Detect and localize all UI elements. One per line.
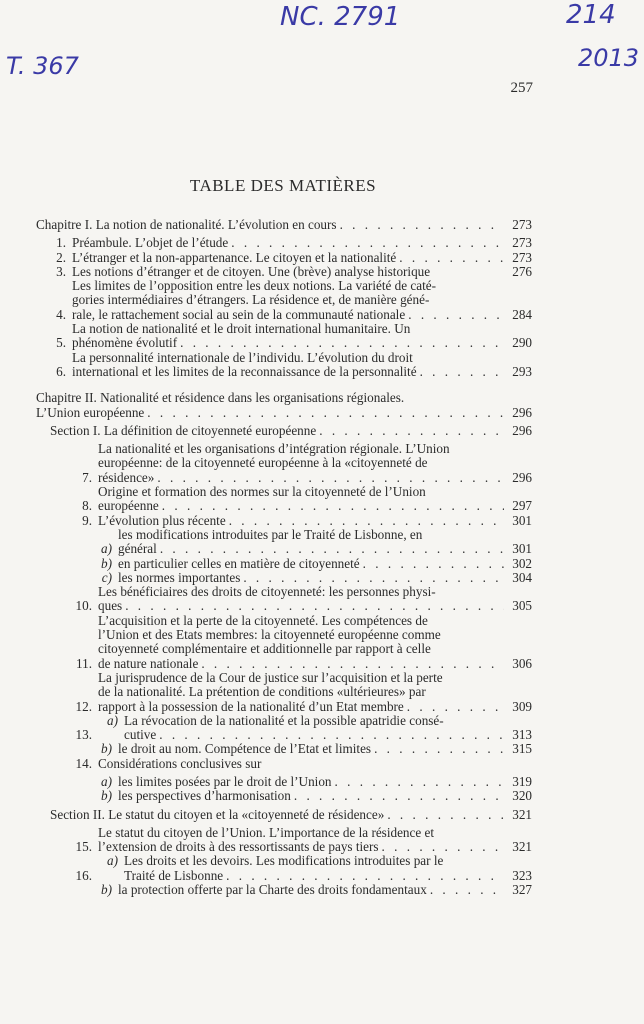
entry-number: 11.: [76, 655, 92, 671]
handwritten-shelf-mark: T. 367: [6, 52, 79, 80]
entry-number: 13.: [75, 727, 92, 743]
chapter-title: Chapitre I. La notion de nationalité. L’évolution en cours: [36, 217, 337, 232]
subentry-letter: b): [101, 788, 112, 804]
dot-leader: [147, 406, 504, 420]
subentry-text-line: cutive: [124, 727, 157, 743]
dot-leader: [294, 789, 504, 803]
toc-subentry-9b[interactable]: [36, 557, 532, 571]
table-of-contents: [36, 218, 532, 897]
toc-entry-3[interactable]: [36, 265, 532, 279]
toc-entry-8[interactable]: [36, 485, 532, 514]
entry-text: L’évolution plus récente: [98, 512, 226, 528]
toc-entry-7[interactable]: [36, 442, 532, 485]
entry-text-line: l’extension de droits à des ressortissants de pays tiers: [98, 839, 379, 855]
toc-page: 305: [512, 598, 532, 614]
subentry-text: en particulier celles en matière de citoyenneté: [118, 555, 360, 571]
dot-leader: [374, 742, 504, 756]
entry-text-line: gories intermédiaires d’étrangers. La résidence et, de manière géné-: [72, 292, 430, 308]
toc-page: 273: [512, 249, 532, 265]
toc-entry-1[interactable]: [36, 236, 532, 250]
toc-entry-12[interactable]: [36, 671, 532, 714]
toc-entry-14[interactable]: [36, 757, 532, 771]
dot-leader: [399, 251, 504, 265]
toc-entry-9[interactable]: [36, 514, 532, 528]
entry-text-line: La notion de nationalité et le droit international humanitaire. Un: [72, 321, 411, 337]
dot-leader: [231, 236, 504, 250]
toc-page: 273: [512, 217, 532, 232]
section-title: Section I. La définition de citoyenneté européenne: [50, 422, 317, 438]
subentry-text: les normes importantes: [118, 569, 241, 585]
subentry-text: les limites posées par le droit de l’Union: [118, 773, 332, 789]
toc-page: 321: [512, 806, 532, 822]
entry-text-line: Le statut du citoyen de l’Union. L’importance de la résidence et: [98, 824, 435, 840]
entry-text-line: ques: [98, 598, 123, 614]
entry-text-line: européenne: de la citoyenneté européenne à la «citoyenneté de: [98, 455, 428, 471]
entry-number: 1.: [56, 235, 66, 251]
dot-leader: [162, 499, 504, 513]
subentry-letter: b): [101, 882, 112, 898]
handwritten-year: 2013: [578, 44, 640, 72]
dot-leader: [159, 728, 504, 742]
entry-text-line: de nature nationale: [98, 655, 199, 671]
toc-page: 296: [512, 469, 532, 485]
entry-number: 4.: [56, 306, 66, 322]
toc-page: 293: [512, 363, 532, 379]
entry-text: Les notions d’étranger et de citoyen. Une (brève) analyse historique: [72, 263, 431, 279]
toc-page: 309: [512, 698, 532, 714]
dot-leader: [226, 869, 504, 883]
toc-page: 320: [512, 788, 532, 804]
subentry-text: le droit au nom. Compétence de l’Etat et limites: [118, 741, 372, 757]
subentry-text-line: Traité de Lisbonne: [124, 867, 224, 883]
toc-chapter-2[interactable]: [36, 391, 532, 420]
entry-number: 16.: [75, 867, 92, 883]
toc-entry-13a[interactable]: [36, 714, 532, 743]
subentry-letter: b): [101, 555, 112, 571]
toc-entry-11[interactable]: [36, 614, 532, 671]
dot-leader: [125, 599, 504, 613]
subentry-letter: c): [101, 569, 112, 585]
handwritten-ref: 214: [566, 0, 616, 30]
entry-text-line: La jurisprudence de la Cour de justice sur l’acquisition et la perte: [98, 669, 443, 685]
toc-page: 276: [512, 263, 532, 279]
toc-page: 319: [512, 773, 532, 789]
entry-text-line: de la nationalité. La prétention de conditions «ultérieures» par: [98, 684, 426, 700]
dot-leader: [430, 883, 504, 897]
toc-page: 321: [512, 839, 532, 855]
subentry-text: les perspectives d’harmonisation: [118, 788, 291, 804]
dot-leader: [420, 365, 504, 379]
toc-entry-13b[interactable]: [36, 742, 532, 756]
dot-leader: [335, 775, 504, 789]
dot-leader: [408, 308, 504, 322]
dot-leader: [243, 571, 504, 585]
toc-page: 323: [512, 867, 532, 883]
entry-text-line: La personnalité internationale de l’individu. L’évolution du droit: [72, 349, 413, 365]
dot-leader: [407, 700, 504, 714]
toc-chapter-1[interactable]: [36, 218, 532, 232]
dot-leader: [319, 424, 504, 438]
toc-page: 315: [512, 741, 532, 757]
entry-text-line: rapport à la possession de la nationalité d’un Etat membre: [98, 698, 404, 714]
dot-leader: [180, 336, 504, 350]
subentry-text-line: général: [118, 541, 157, 557]
entry-text-line: La nationalité et les organisations d’intégration régionale. L’Union: [98, 441, 450, 457]
entry-number: 12.: [75, 698, 92, 714]
toc-page: 302: [512, 555, 532, 571]
toc-page: 284: [512, 306, 532, 322]
toc-page: 304: [512, 569, 532, 585]
chapter-title-line: L’Union européenne: [36, 404, 145, 420]
entry-text-line: L’acquisition et la perte de la citoyenneté. Les compétences de: [98, 612, 428, 628]
toc-section-2[interactable]: [36, 808, 532, 822]
entry-number: 9.: [82, 512, 92, 528]
entry-text-line: résidence»: [98, 469, 155, 485]
subentry-text-line: les modifications introduites par le Traité de Lisbonne, en: [118, 526, 423, 542]
dot-leader: [382, 840, 504, 854]
toc-page: 313: [512, 727, 532, 743]
entry-text: Considérations conclusives sur: [98, 755, 262, 771]
entry-number: 7.: [82, 469, 92, 485]
entry-number: 6.: [56, 363, 66, 379]
toc-entry-16b[interactable]: [36, 883, 532, 897]
dot-leader: [340, 218, 504, 232]
toc-subentry-14b[interactable]: [36, 789, 532, 803]
entry-text-line: citoyenneté complémentaire et additionnelle par rapport à celle: [98, 641, 431, 657]
entry-text-line: Origine et formation des normes sur la citoyenneté de l’Union: [98, 484, 426, 500]
dot-leader: [160, 542, 504, 556]
subentry-text-line: Les droits et les devoirs. Les modifications introduites par le: [124, 853, 444, 869]
toc-page: 296: [512, 404, 532, 420]
toc-entry-4[interactable]: [36, 279, 532, 322]
dot-leader: [387, 808, 504, 822]
toc-page: 327: [512, 882, 532, 898]
page-title: TABLE DES MATIÈRES: [189, 176, 377, 195]
entry-number: 3.: [56, 263, 66, 279]
toc-entry-15[interactable]: [36, 826, 532, 855]
toc-subentry-9c[interactable]: [36, 571, 532, 585]
entry-text-line: international et les limites de la reconnaissance de la personnalité: [72, 363, 417, 379]
subentry-letter: a): [107, 853, 118, 869]
subentry-letter: a): [101, 541, 112, 557]
dot-leader: [229, 514, 504, 528]
toc-page: 306: [512, 655, 532, 671]
toc-page: 301: [512, 541, 532, 557]
subentry-letter: a): [107, 712, 118, 728]
toc-page: 301: [512, 512, 532, 528]
entry-number: 2.: [56, 249, 66, 265]
page-number: 257: [510, 80, 533, 96]
dot-leader: [157, 471, 504, 485]
dot-leader: [363, 557, 504, 571]
entry-text-line: Les bénéficiaires des droits de citoyenneté: les personnes physi-: [98, 584, 436, 600]
toc-page: 296: [512, 422, 532, 438]
entry-text-line: Les limites de l’opposition entre les deux notions. La variété de caté-: [72, 278, 437, 294]
entry-text-line: rale, le rattachement social au sein de la communauté nationale: [72, 306, 406, 322]
toc-subentry-14a[interactable]: [36, 775, 532, 789]
toc-section-1[interactable]: [36, 424, 532, 438]
toc-entry-2[interactable]: [36, 251, 532, 265]
entry-text-line: phénomène évolutif: [72, 335, 178, 351]
chapter-title: Chapitre II. Nationalité et résidence dans les organisations régionales.: [36, 390, 405, 406]
toc-page: 290: [512, 335, 532, 351]
entry-text: L’étranger et la non-appartenance. Le citoyen et la nationalité: [72, 249, 397, 265]
toc-page: 273: [512, 235, 532, 251]
section-title: Section II. Le statut du citoyen et la «citoyenneté de résidence»: [50, 806, 385, 822]
dot-leader: [201, 657, 504, 671]
subentry-text-line: La révocation de la nationalité et la possible apatridie consé-: [124, 712, 444, 728]
entry-number: 5.: [56, 335, 66, 351]
entry-text: Préambule. L’objet de l’étude: [72, 235, 229, 251]
toc-page: 297: [512, 498, 532, 514]
entry-text-line: européenne: [98, 498, 159, 514]
toc-subentry-9a[interactable]: [36, 528, 532, 557]
entry-number: 8.: [82, 498, 92, 514]
subentry-text: la protection offerte par la Charte des droits fondamentaux: [118, 882, 427, 898]
subentry-letter: b): [101, 741, 112, 757]
toc-entry-16a[interactable]: [36, 854, 532, 883]
entry-number: 14.: [75, 755, 92, 771]
toc-entry-5[interactable]: [36, 322, 532, 351]
toc-entry-10[interactable]: [36, 585, 532, 614]
subentry-letter: a): [101, 773, 112, 789]
handwritten-code: NC. 2791: [280, 2, 401, 32]
toc-entry-6[interactable]: [36, 351, 532, 380]
entry-number: 10.: [75, 598, 92, 614]
entry-number: 15.: [75, 839, 92, 855]
entry-text-line: l’Union et des Etats membres: la citoyenneté européenne comme: [98, 627, 441, 643]
